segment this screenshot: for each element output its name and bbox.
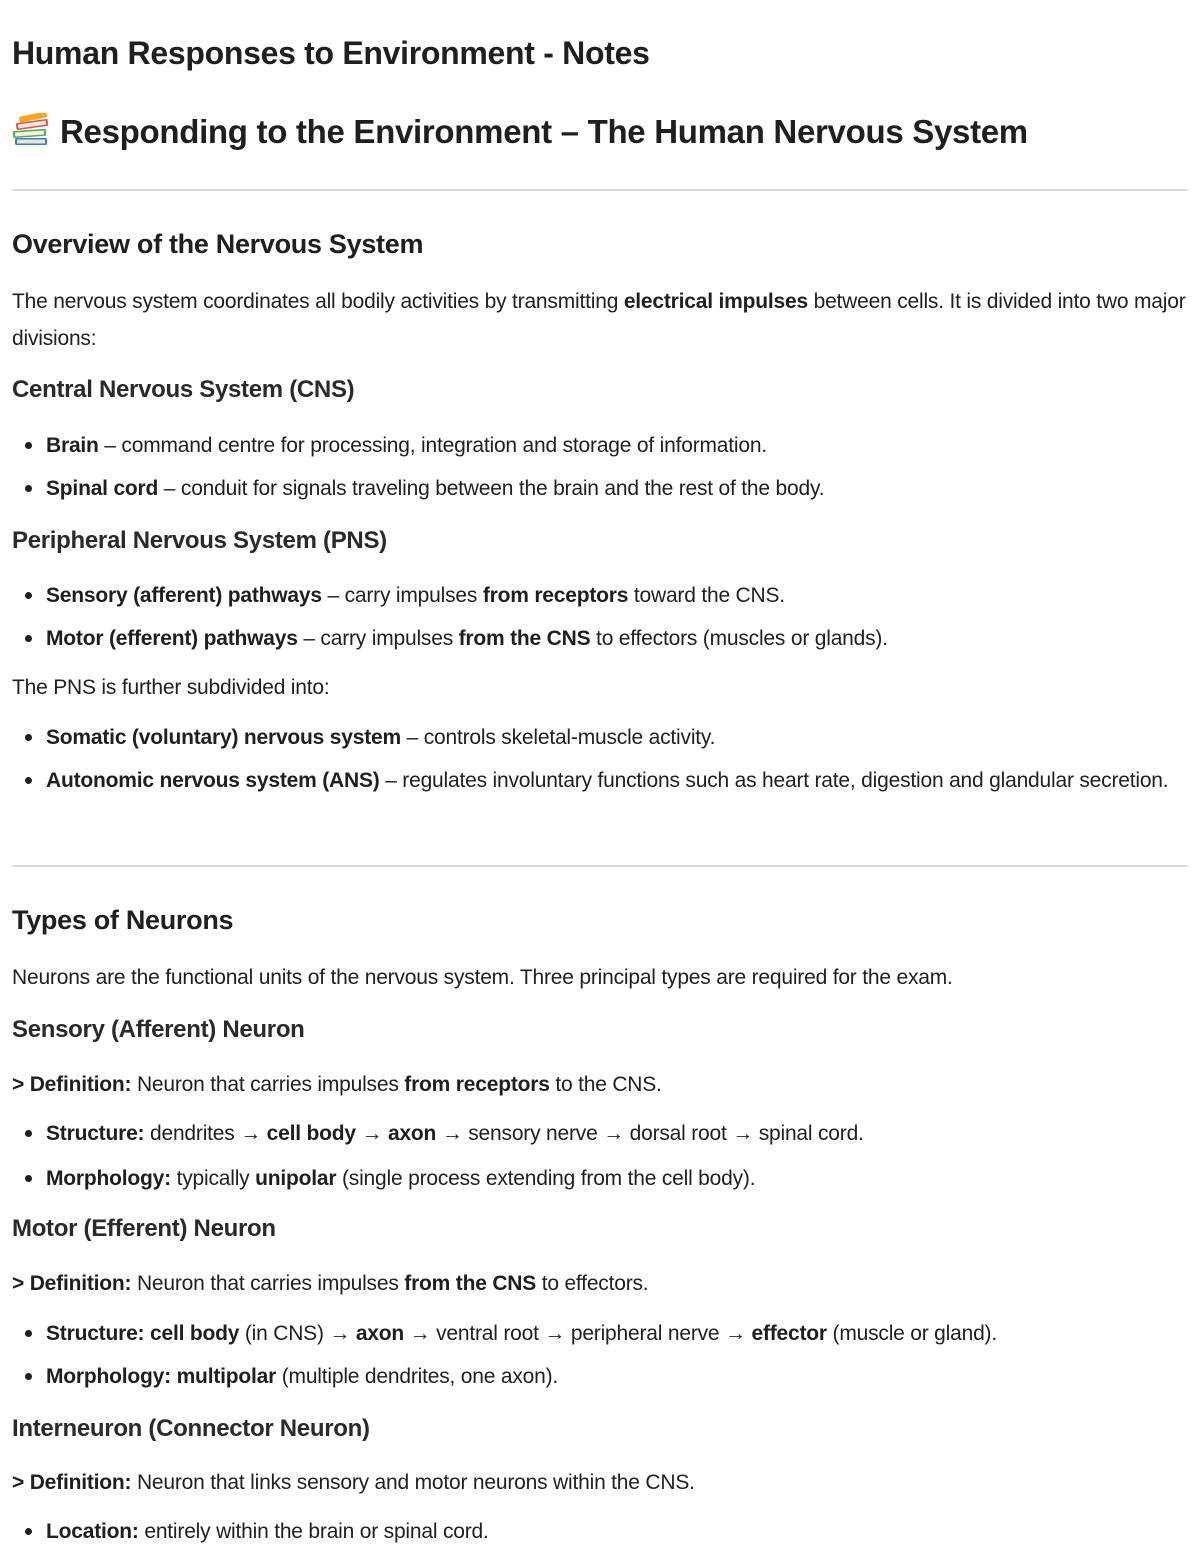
item-text: to effectors (muscles or glands).	[590, 627, 888, 650]
item-label: Location:	[46, 1520, 139, 1543]
definition-bold: from receptors	[404, 1073, 550, 1096]
section-title-text: Responding to the Environment – The Human Nervous System	[60, 113, 1028, 150]
item-label: Autonomic nervous system (ANS)	[46, 769, 380, 792]
intro-bold: electrical impulses	[623, 290, 808, 313]
neurons-heading: Types of Neurons	[12, 905, 234, 935]
list-item	[46, 427, 1188, 464]
quote-marker: >	[12, 1272, 30, 1295]
definition-text: Neuron that carries impulses	[131, 1272, 405, 1295]
books-icon	[12, 113, 52, 147]
item-bold: effector	[751, 1322, 827, 1345]
item-label: Morphology:	[46, 1365, 171, 1388]
item-text: → sensory nerve → dorsal root → spinal cord.	[436, 1122, 864, 1145]
quote-marker: >	[12, 1471, 30, 1494]
section-title	[12, 110, 1028, 154]
overview-heading: Overview of the Nervous System	[12, 229, 424, 259]
list-item	[46, 719, 1188, 756]
item-label: Sensory (afferent) pathways	[46, 584, 322, 607]
motor-definition	[12, 1265, 1188, 1302]
quote-marker: >	[12, 1073, 30, 1096]
neurons-intro: Neurons are the functional units of the nervous system. Three principal types are required for the exam.	[12, 966, 953, 989]
list-item	[46, 762, 1188, 799]
pns-heading: Peripheral Nervous System (PNS)	[12, 527, 387, 554]
pns-sub-list	[12, 719, 1188, 799]
motor-heading: Motor (Efferent) Neuron	[12, 1215, 276, 1242]
interneuron-list	[12, 1513, 1188, 1550]
item-text: (in CNS) →	[239, 1322, 356, 1345]
item-text: – controls skeletal-muscle activity.	[400, 726, 716, 749]
interneuron-definition	[12, 1464, 1188, 1501]
pns-subdivided-text: The PNS is further subdivided into:	[12, 676, 330, 699]
intro-text-end: between cells. It is divided into two major divisions:	[12, 290, 1186, 350]
item-bold: from receptors	[482, 584, 629, 607]
list-item	[46, 1115, 1188, 1152]
list-item	[46, 577, 1188, 614]
overview-intro	[12, 283, 1188, 357]
list-item	[46, 1513, 1188, 1550]
item-text: → ventral root → peripheral nerve →	[404, 1322, 752, 1345]
sensory-list	[12, 1115, 1188, 1197]
item-bold: multipolar	[170, 1365, 277, 1388]
item-label: Motor (efferent) pathways	[46, 627, 298, 650]
item-text: →	[355, 1122, 388, 1145]
list-item	[46, 470, 1188, 507]
item-text: (single process extending from the cell body).	[336, 1167, 756, 1190]
item-bold: cell body	[144, 1322, 240, 1345]
divider	[12, 189, 1188, 191]
definition-label: Definition:	[29, 1073, 132, 1096]
item-text: – conduit for signals traveling between the brain and the rest of the body.	[158, 477, 825, 500]
item-text: (multiple dendrites, one axon).	[276, 1365, 559, 1388]
item-label: Brain	[46, 434, 99, 457]
definition-text: Neuron that carries impulses	[131, 1073, 405, 1096]
pns-list	[12, 577, 1188, 657]
item-text: – carry impulses	[321, 584, 483, 607]
item-bold: cell body	[266, 1122, 356, 1145]
definition-bold: from the CNS	[404, 1272, 537, 1295]
list-item	[46, 1315, 1188, 1352]
document-title: Human Responses to Environment - Notes	[12, 35, 650, 71]
sensory-heading: Sensory (Afferent) Neuron	[12, 1016, 305, 1043]
item-text: toward the CNS.	[628, 584, 785, 607]
list-item	[46, 1358, 1188, 1395]
item-label: Somatic (voluntary) nervous system	[46, 726, 401, 749]
item-text: – carry impulses	[297, 627, 459, 650]
item-bold: axon	[355, 1322, 405, 1345]
intro-text: The nervous system coordinates all bodily activities by transmitting	[12, 290, 624, 313]
definition-text: Neuron that links sensory and motor neurons within the CNS.	[131, 1471, 695, 1494]
interneuron-heading: Interneuron (Connector Neuron)	[12, 1415, 370, 1442]
cns-heading: Central Nervous System (CNS)	[12, 376, 355, 403]
item-label: Spinal cord	[46, 477, 159, 500]
item-bold: unipolar	[255, 1167, 337, 1190]
item-label: Structure:	[46, 1322, 145, 1345]
item-text: dendrites →	[144, 1122, 267, 1145]
list-item	[46, 620, 1188, 657]
item-text: (muscle or gland).	[826, 1322, 997, 1345]
item-label: Structure:	[46, 1122, 145, 1145]
cns-list	[12, 427, 1188, 507]
divider	[12, 865, 1188, 867]
list-item	[46, 1160, 1188, 1197]
definition-label: Definition:	[29, 1471, 132, 1494]
item-text: – regulates involuntary functions such as heart rate, digestion and glandular secretion.	[379, 769, 1169, 792]
item-bold: from the CNS	[458, 627, 591, 650]
definition-text: to effectors.	[536, 1272, 649, 1295]
item-text: typically	[170, 1167, 256, 1190]
item-text: entirely within the brain or spinal cord.	[138, 1520, 489, 1543]
item-bold: axon	[387, 1122, 437, 1145]
item-label: Morphology:	[46, 1167, 171, 1190]
motor-list	[12, 1315, 1188, 1395]
sensory-definition	[12, 1066, 1188, 1103]
item-text: – command centre for processing, integration and storage of information.	[98, 434, 767, 457]
definition-label: Definition:	[29, 1272, 132, 1295]
definition-text: to the CNS.	[549, 1073, 662, 1096]
